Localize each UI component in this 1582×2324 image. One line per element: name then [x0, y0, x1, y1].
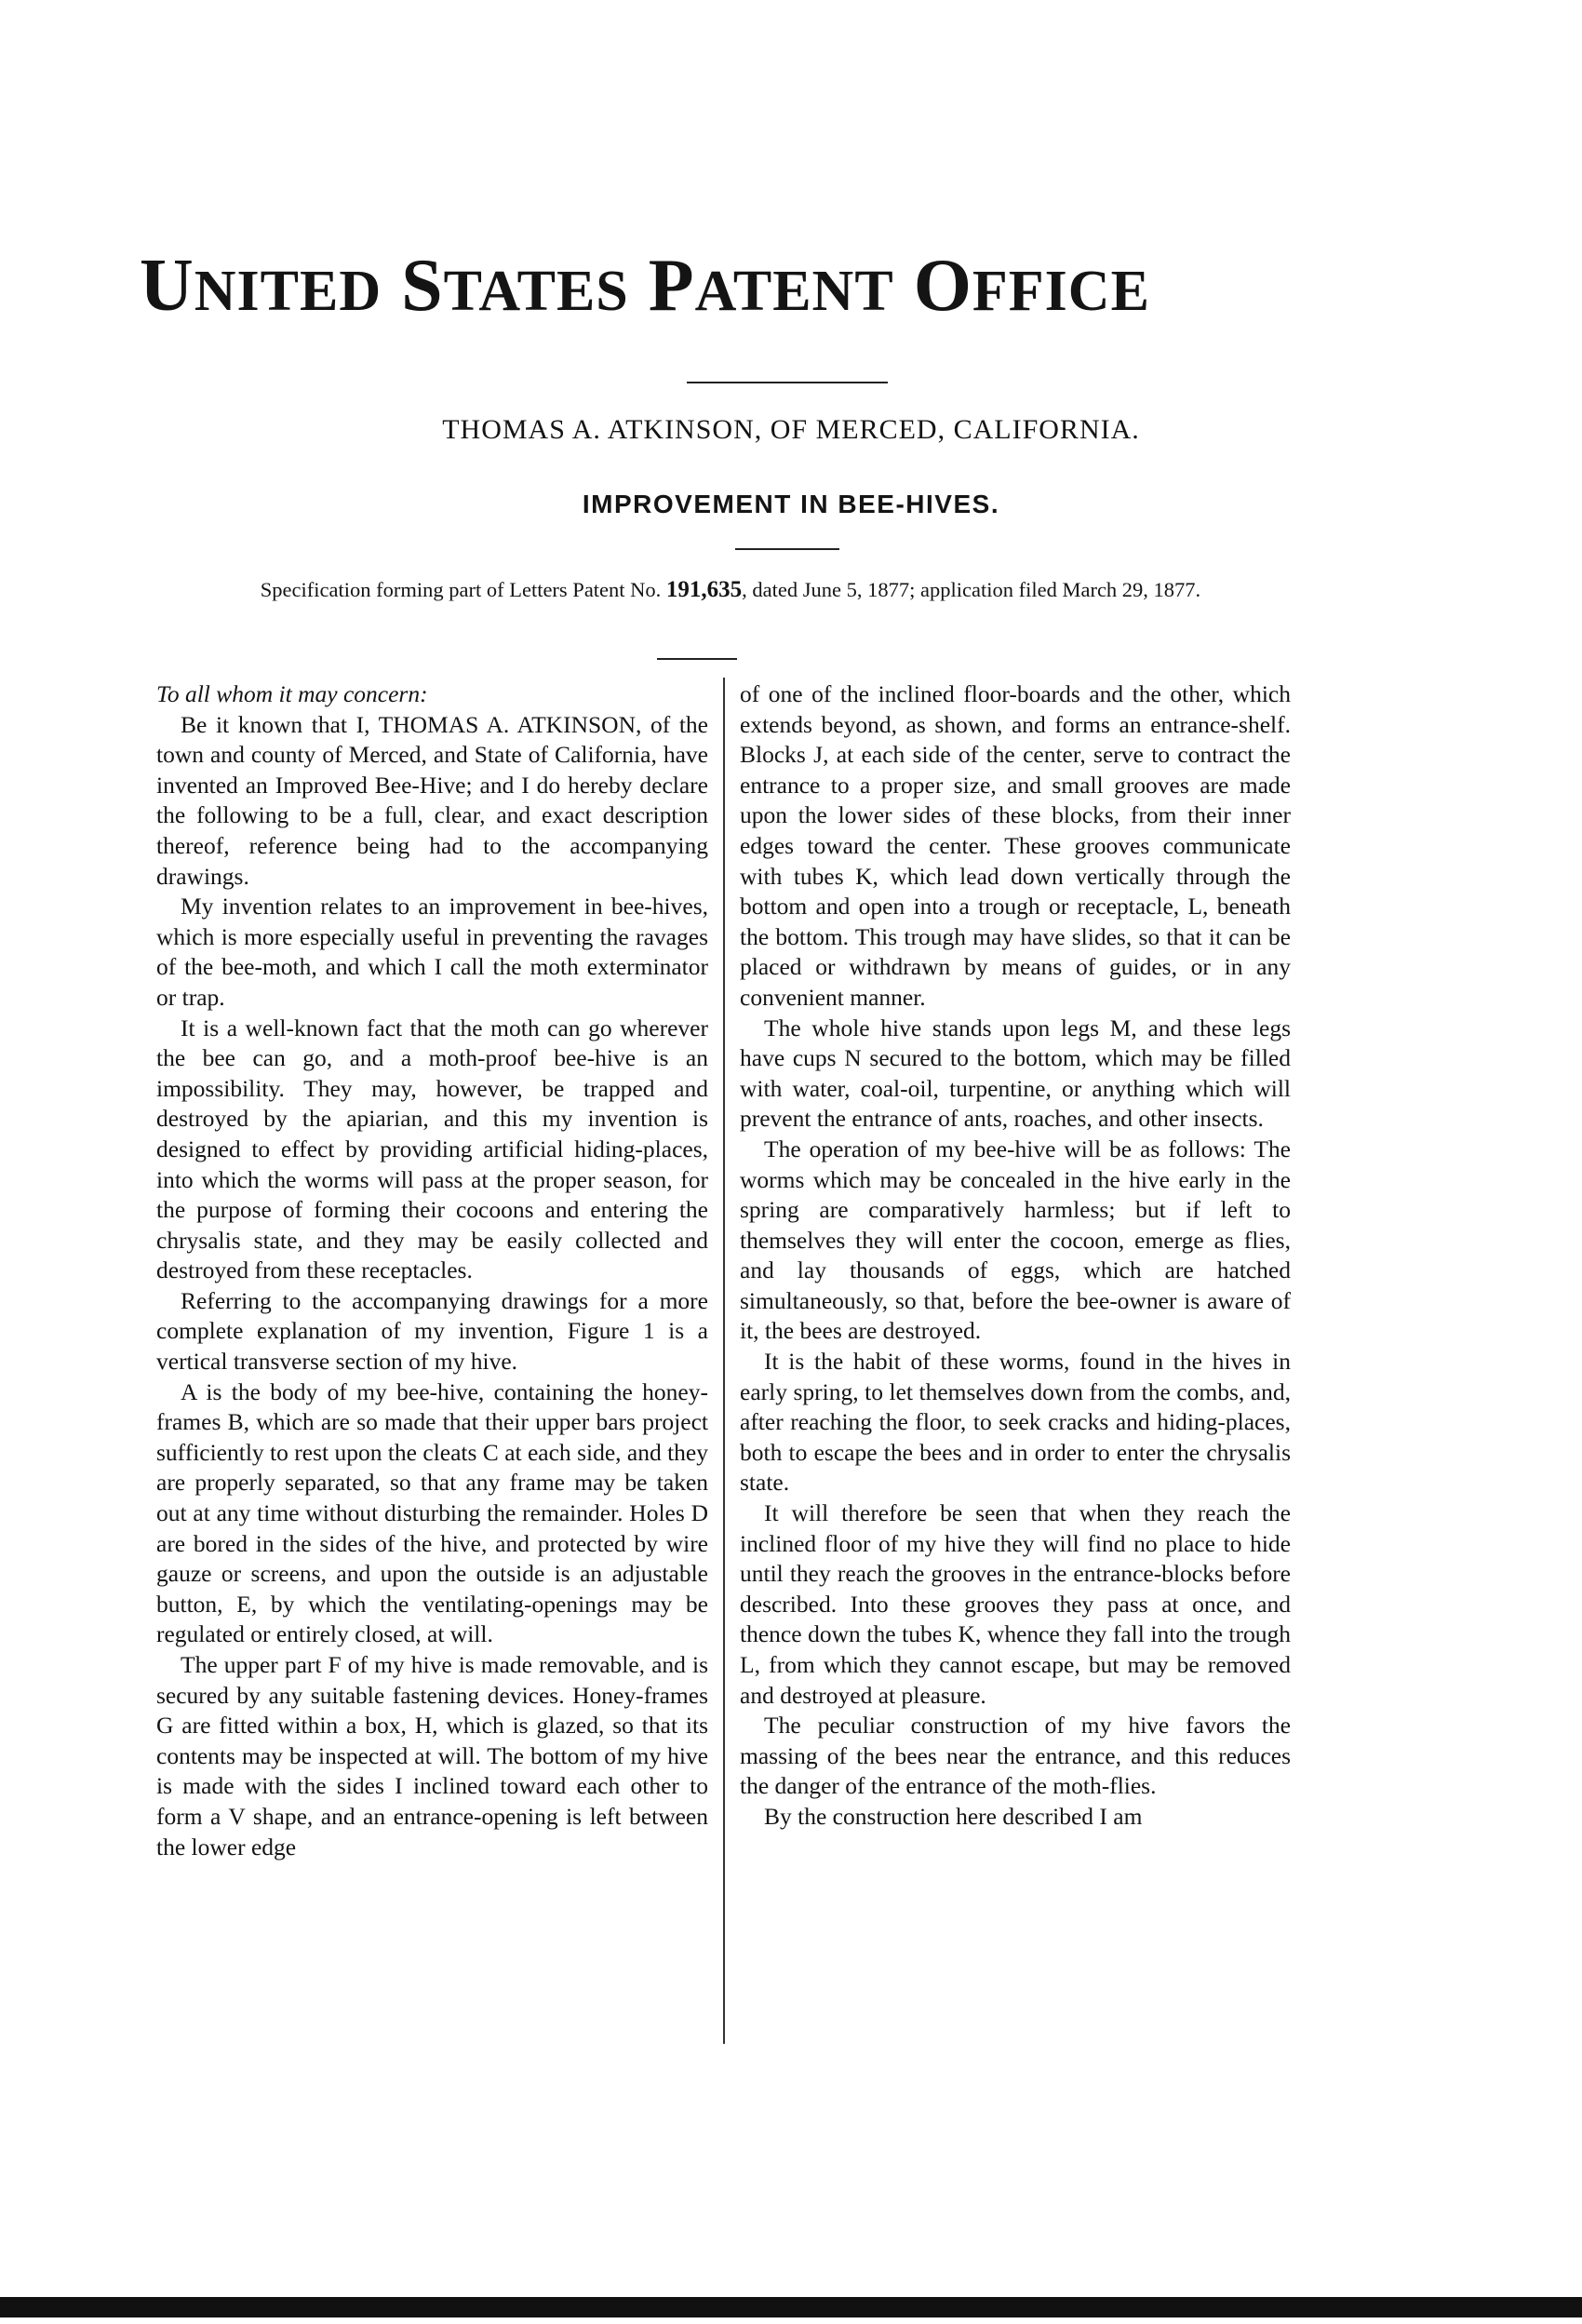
paragraph: The operation of my bee-hive will be as follows: The worms which may be concealed in the hive early in the spring are comparatively harmless; but if left to themselves they will enter the cocoon, emerge as flies, and lay thousands of eggs, which are hatched simultaneously, so that, before the bee-owner is aware of it, the bees are destroyed. [740, 1135, 1291, 1345]
paragraph: It will therefore be seen that when they reach the inclined floor of my hive they will find no place to hide until they reach the grooves in the entrance-blocks before described. Into these grooves they pass at once, and thence down the tubes K, whence they fall into the trough L, from which they cannot escape, but may be removed and destroyed at pleasure. [740, 1499, 1291, 1709]
specification-rule [657, 658, 737, 660]
paragraph: Be it known that I, THOMAS A. ATKINSON, of the town and county of Merced, and State of California, have invented an Improved Bee-Hive; and I do hereby declare the following to be a full, clear, and exact description thereof, reference being had to the accompanying drawings. [156, 710, 708, 890]
paragraph: The whole hive stands upon legs M, and these legs have cups N secured to the bottom, which may be filled with water, coal-oil, turpentine, or anything which will prevent the entrance of ants, roaches, and other insects. [740, 1014, 1291, 1133]
inventor-line: THOMAS A. ATKINSON, OF MERCED, CALIFORNIA. [442, 414, 1140, 445]
paragraph: The upper part F of my hive is made removable, and is secured by any suitable fastening devices. Honey-frames G are fitted within a box, H, which is glazed, so that its contents may be inspected at will. The bottom of my hive is made with the sides I inclined toward each other to form a V shape, and an entrance-opening is left between the lower edge [156, 1651, 708, 1861]
office-title-word-2: STATES [401, 245, 629, 327]
paragraph: The peculiar construction of my hive favors the massing of the bees near the entrance, and this reduces the danger of the entrance of the moth-flies. [740, 1712, 1291, 1800]
paragraph: By the construction here described I am [764, 1802, 1143, 1830]
right-column [740, 679, 1291, 1833]
office-title-word-4: OFFICE [913, 245, 1150, 327]
scan-edge-bar [0, 2297, 1582, 2317]
paragraph: It is the habit of these worms, found in the hives in early spring, to let themselves down from the combs, and, after reaching the floor, to seek cracks and hiding-places, both to escape the bees and in order to enter the chrysalis state. [740, 1348, 1291, 1497]
improvement-rule [735, 548, 839, 550]
paragraph-continued: of one of the inclined floor-boards and the other, which extends beyond, as shown, and forms an entrance-shelf. Blocks J, at each side of the center, serve to contract the entrance to a proper size, and small grooves are made upon the lower sides of these blocks, from their inner edges toward the center. These grooves communicate with tubes K, which lead down vertically through the bottom and open into a trough or receptacle, L, beneath the bottom. This trough may have slides, so that it can be placed or withdrawn by means of guides, or in any convenient manner. [740, 680, 1291, 1011]
improvement-title: IMPROVEMENT IN BEE-HIVES. [582, 490, 1000, 518]
patent-number: 191,635 [665, 577, 743, 602]
office-title [140, 244, 1284, 333]
salutation: To all whom it may concern: [156, 680, 428, 707]
title-rule [687, 382, 888, 383]
left-column [156, 679, 708, 1862]
office-title-word-3: PATENT [648, 245, 894, 327]
paragraph: It is a well-known fact that the moth can go wherever the bee can go, and a moth-proof bee-hive is an impossibility. They may, however, be trapped and destroyed by the apiarian, and this my invention is designed to effect by providing artificial hiding-places, into which the worms will pass at the proper season, for the purpose of forming their cocoons and entering the chrysalis state, and they may be easily collected and destroyed from these receptacles. [156, 1014, 708, 1284]
office-title-word-1: UNITED [140, 245, 382, 327]
column-divider [723, 678, 725, 2044]
paragraph: Referring to the accompanying drawings for a more complete explanation of my invention, Figure 1 is a vertical transverse section of my hive. [156, 1286, 708, 1376]
specification-line: Specification forming part of Letters Patent No. 191,635, dated June 5, 1877; application filed March 29, 1877. [260, 577, 1201, 602]
paragraph: A is the body of my bee-hive, containing the honey-frames B, which are so made that their upper bars project sufficiently to rest upon the cleats C at each side, and they are properly separated, so that any frame may be taken out at any time without disturbing the remainder. Holes D are bored in the sides of the hive, and protected by wire gauze or screens, and upon the outside is an adjustable button, E, by which the ventilating-openings may be regulated or entirely closed, at will. [156, 1377, 708, 1648]
paragraph: My invention relates to an improvement in bee-hives, which is more especially useful in preventing the ravages of the bee-moth, and which I call the moth exterminator or trap. [156, 893, 708, 1011]
